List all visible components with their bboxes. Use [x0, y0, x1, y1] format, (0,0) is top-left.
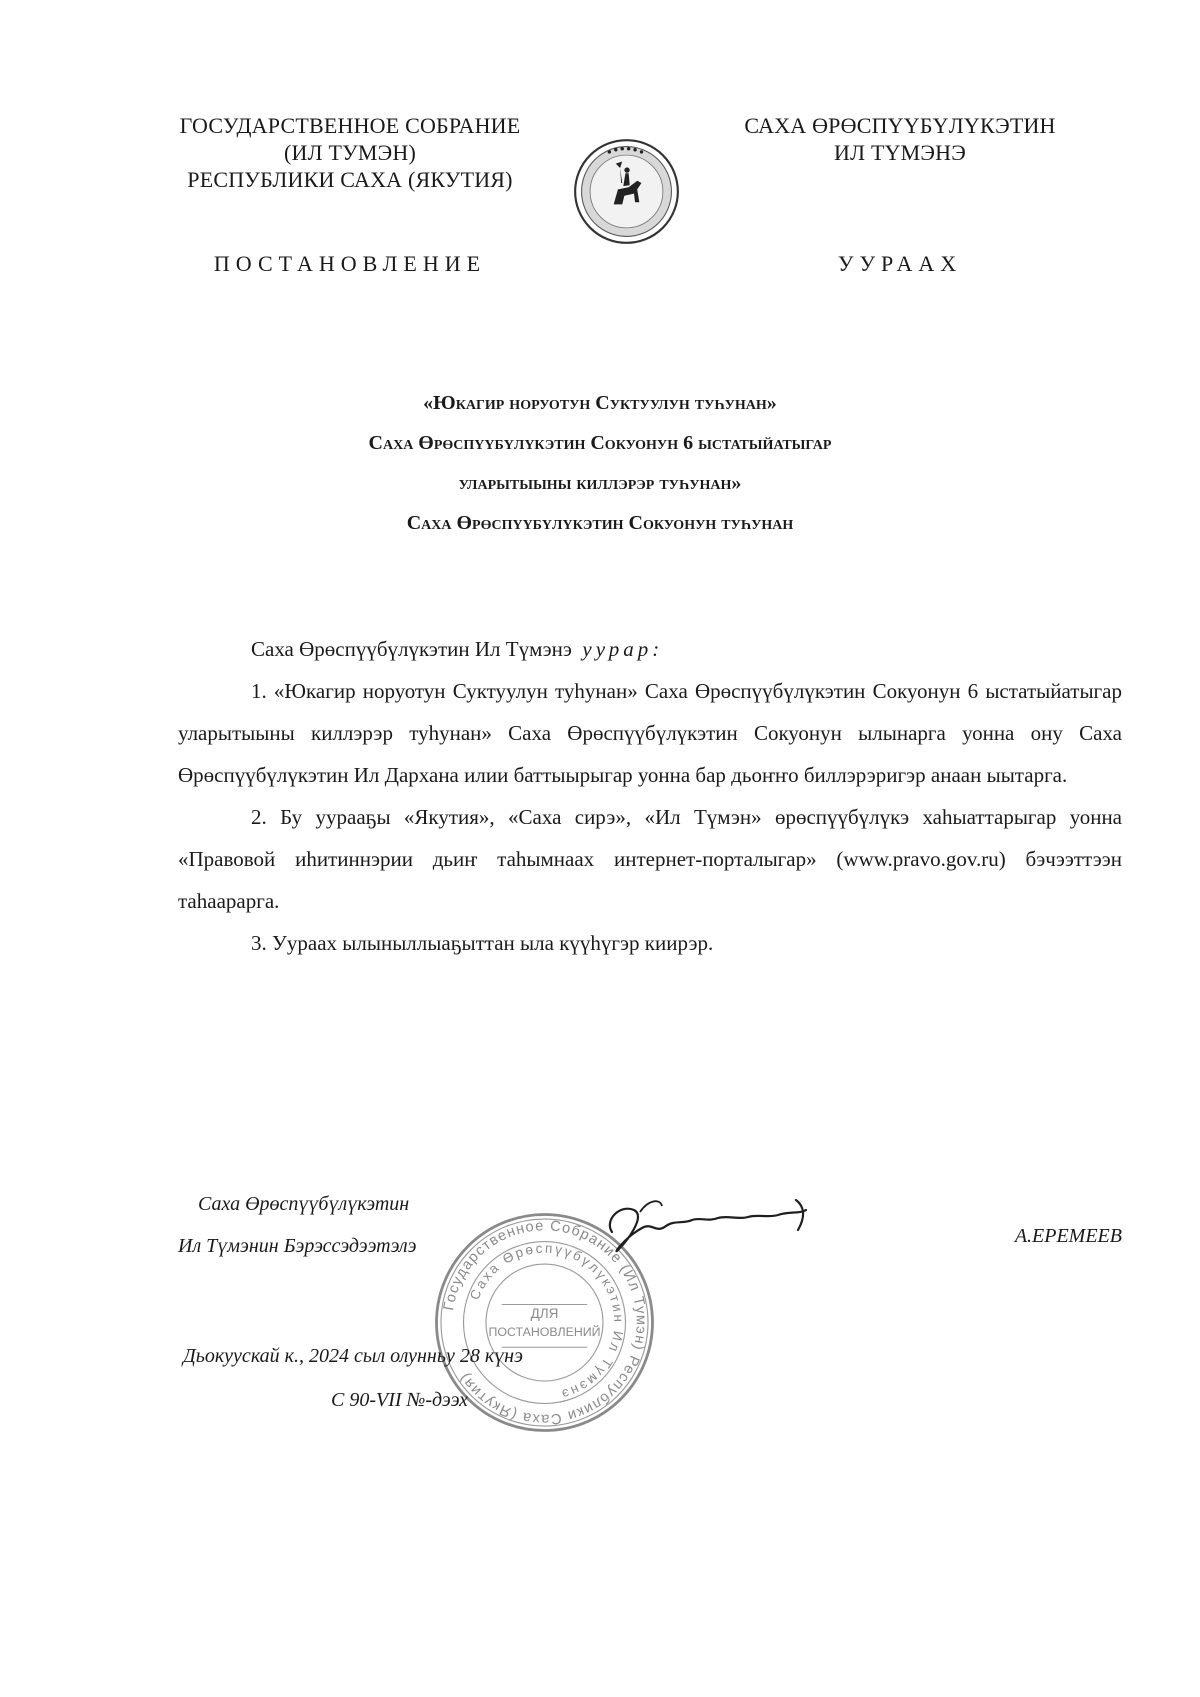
header-left-line-3: РЕСПУБЛИКИ САХА (ЯКУТИЯ) — [187, 167, 513, 192]
svg-text:Государственное Собрание (Ил Т: Государственное Собрание (Ил Тумэн) Республики Саха (Якутия) — [441, 1218, 649, 1427]
doc-type-sakha: УУРААХ — [837, 251, 963, 276]
document-body — [178, 628, 1122, 964]
signatory-position-line-2: Ил Түмэнин Бэрэссэдээтэлэ — [178, 1235, 417, 1257]
resolution-intro — [178, 628, 1122, 670]
paragraph-3: 3. Уураах ылыныллыаҕыттан ыла күүһүгэр киирэр. — [251, 931, 714, 955]
header-right — [715, 112, 1085, 166]
header-right-line-2: ИЛ ТҮМЭНЭ — [834, 140, 966, 165]
header-left-line-1: ГОСУДАРСТВЕННОЕ СОБРАНИЕ — [179, 113, 521, 138]
signatory-position-line-1: Саха Өрөспүүбүлүкэтин — [198, 1193, 410, 1215]
svg-text:ПОСТАНОВЛЕНИЙ: ПОСТАНОВЛЕНИЙ — [488, 1325, 601, 1339]
svg-text:ДЛЯ: ДЛЯ — [530, 1306, 559, 1321]
place-date-block — [183, 1334, 523, 1422]
coat-of-arms-emblem — [573, 138, 680, 245]
title-line-2: Саха Өрөспүүбүлүкэтин Сокуонун 6 ыстатыйатыгар — [368, 432, 832, 454]
paragraph-1: 1. «Юкагир норуотун Суктуулун туһунан» Саха Өрөспүүбүлүкэтин Сокуонун 6 ыстатыйатыгар уларытыыны киллэрэр туһунан» Саха Өрөспүүбүлүкэтин Сокуонун ылынарга уонна ону Саха Өрөспүүбүлүкэтин Ил Дархана илии баттыырыгар уонна бар дьоҥҥо биллэрэригэр анаан ыытарга. — [178, 679, 1122, 787]
svg-text:Саха Өрөспүүбүлүкэтин Ил Түмэн: Саха Өрөспүүбүлүкэтин Ил Түмэнэ — [466, 1240, 627, 1403]
document-number: С 90-VII №-дээх — [331, 1389, 469, 1411]
paragraph-2: 2. Бу уурааҕы «Якутия», «Саха сирэ», «Ил Түмэн» өрөспүүбүлүкэ хаһыаттарыгар уонна «Правовой иһитиннэрии дьиҥ таһымнаах интернет-порталыгар» (www.pravo.gov.ru) бэчээттээн таһаарарга. — [178, 805, 1122, 913]
header-right-line-1: САХА ӨРӨСПҮҮБҮЛҮКЭТИН — [744, 113, 1056, 138]
title-line-4: Саха Өрөспүүбүлүкэтин Сокуонун туһунан — [406, 512, 794, 534]
title-line-3: уларытыыны киллэрэр туһунан» — [458, 472, 742, 494]
place-date: Дьокуускай к., 2024 сыл олунньу 28 күнэ — [183, 1345, 523, 1367]
intro-resolves: уурар: — [582, 637, 664, 661]
intro-prefix: Саха Өрөспүүбүлүкэтин Ил Түмэнэ — [251, 637, 572, 661]
header-left — [150, 112, 550, 193]
handwritten-signature — [600, 1190, 830, 1260]
title-line-1: «Юкагир норуотун Суктуулун туһунан» — [423, 392, 777, 414]
doc-type-russian: ПОСТАНОВЛЕНИЕ — [213, 251, 487, 276]
document-title — [200, 383, 1000, 543]
signatory-position — [178, 1183, 416, 1267]
signatory-name: А.ЕРЕМЕЕВ — [1014, 1225, 1122, 1247]
header-left-line-2: (ИЛ ТУМЭН) — [284, 140, 416, 165]
